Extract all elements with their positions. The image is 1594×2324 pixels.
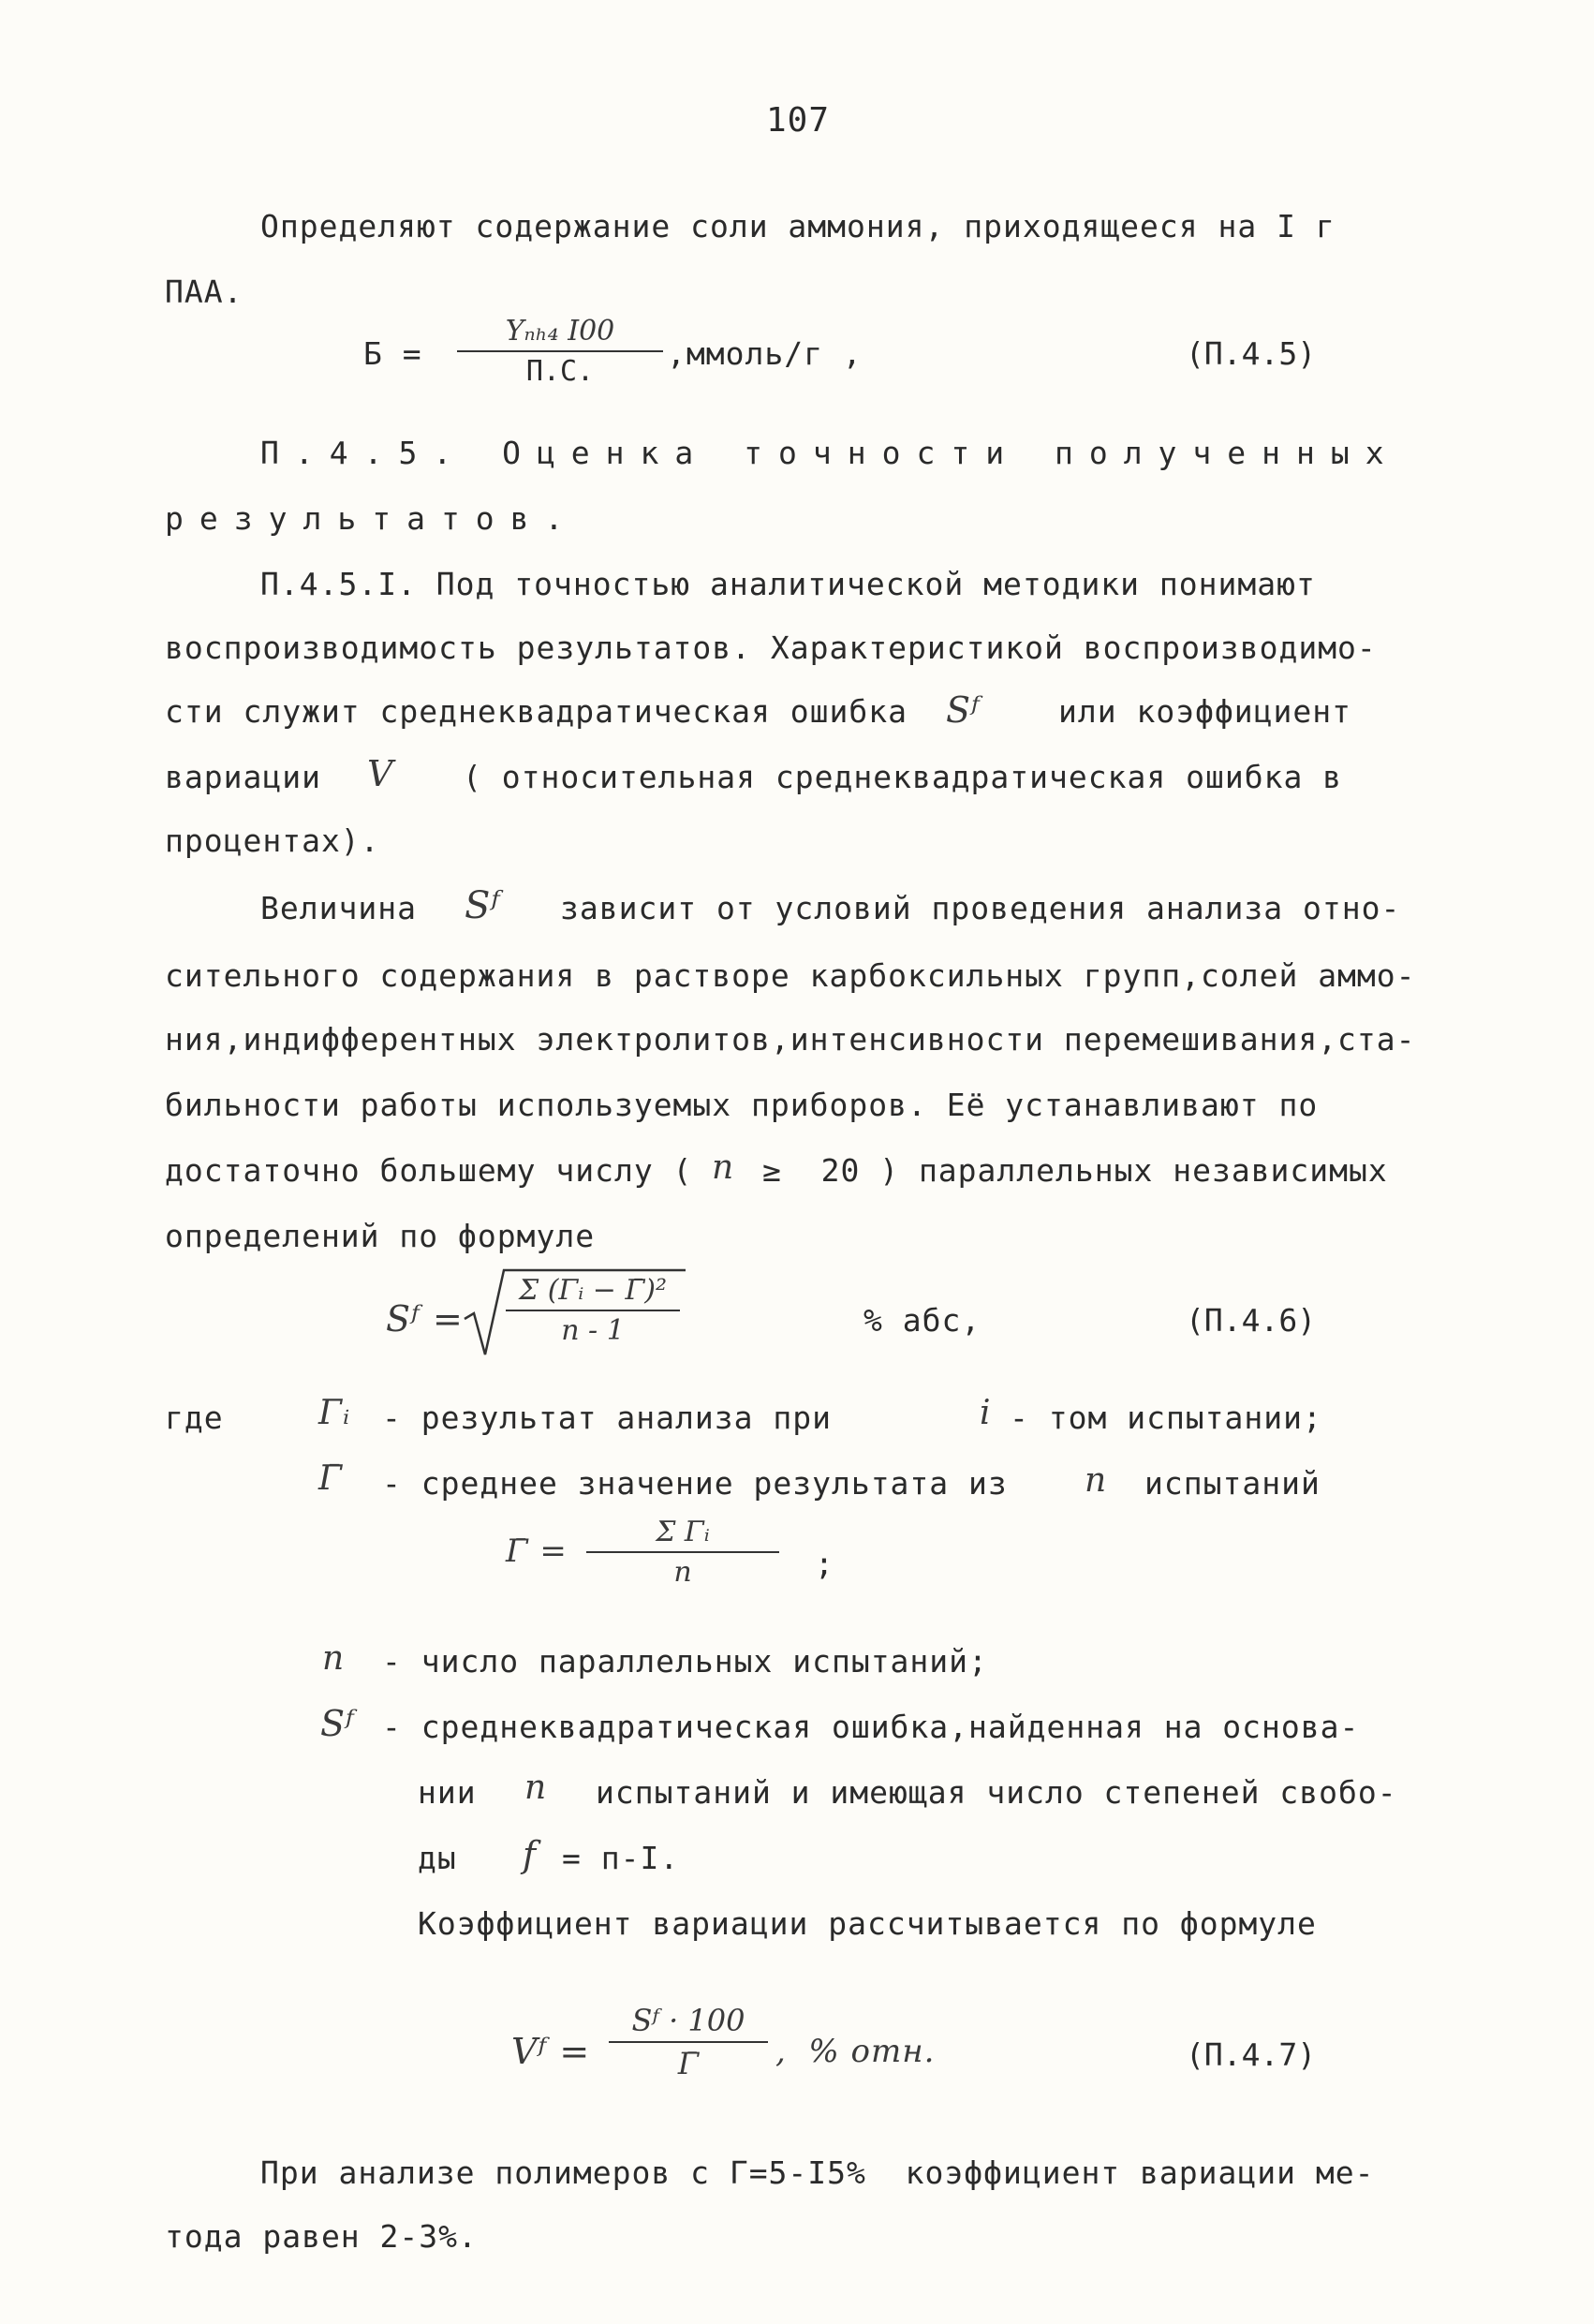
- v-symbol: V: [367, 753, 394, 794]
- fraction-bar: [586, 1551, 779, 1553]
- para2-line-1a: Величина: [260, 890, 417, 926]
- para2-line-3: ния,индифферентных электролитов,интенсивности перемешивания,ста-: [165, 1021, 1416, 1058]
- i-symbol: i: [980, 1394, 992, 1432]
- s-f-symbol-3: Sᶠ: [320, 1703, 355, 1744]
- para1-line-1: П.4.5.I. Под точностью аналитической методики понимают: [260, 566, 1316, 602]
- eq-s-unit: % абс,: [863, 1302, 981, 1339]
- eq-s-numerator: Σ (Γᵢ − Γ̄)²: [518, 1274, 668, 1307]
- r-bar-text-b: испытаний: [1144, 1465, 1321, 1502]
- eq-b-denominator: П.С.: [525, 355, 595, 388]
- para1-line-3: сти служит среднеквадратическая ошибка: [165, 693, 908, 730]
- fraction-bar: [457, 350, 663, 352]
- para2-line-1b: зависит от условий проведения анализа отно-: [560, 890, 1401, 926]
- fraction-bar: [506, 1310, 680, 1311]
- eq-s-denominator: n - 1: [561, 1314, 625, 1347]
- eq-s-label: (П.4.6): [1186, 1302, 1317, 1339]
- f-symbol: f: [523, 1834, 538, 1875]
- r-bar-fraction: [586, 1516, 779, 1589]
- eq-b-label: (П.4.5): [1186, 335, 1317, 372]
- eq-v-fraction: [609, 2003, 768, 2081]
- eq-s-fraction: [506, 1274, 680, 1347]
- where-word: где: [165, 1399, 224, 1436]
- final-line-2: тода равен 2-3%.: [165, 2218, 478, 2255]
- r-bar-formula-lhs: Γ̄ =: [506, 1532, 568, 1570]
- para1-line-5: процентах).: [165, 822, 380, 859]
- para2-line-2: сительного содержания в растворе карбоксильных групп,солей аммо-: [165, 957, 1416, 994]
- n-symbol-4: n: [524, 1769, 548, 1807]
- s-text-3b: = п-I.: [562, 1840, 680, 1876]
- n-symbol-3: n: [322, 1639, 346, 1678]
- eq-b-numerator: Yₙₕ₄ I00: [505, 315, 615, 348]
- fraction-bar: [609, 2041, 768, 2043]
- intro-line-1: Определяют содержание соли аммония, приходящееся на I г: [260, 208, 1336, 244]
- coef-line: Коэффициент вариации рассчитывается по формуле: [418, 1905, 1317, 1942]
- para1-line-4-end: ( относительная среднеквадратическая ошибка в: [463, 759, 1343, 795]
- s-text-2a: нии: [418, 1774, 477, 1811]
- eq-b-fraction: [457, 315, 663, 388]
- page-number: 107: [766, 101, 831, 140]
- section-title-2: результатов.: [165, 500, 580, 537]
- para2-line-5b: ≥ 20 ) параллельных независимых: [762, 1152, 1388, 1189]
- r-bar-symbol: Γ̄: [318, 1459, 343, 1498]
- n-symbol-2: n: [1085, 1461, 1108, 1500]
- r-i-text-a: - результат анализа при: [382, 1399, 832, 1436]
- section-title-1: П.4.5. Оценка точности полученных: [260, 435, 1400, 471]
- eq-b-unit: ,ммоль/г ,: [667, 335, 863, 372]
- para2-line-5a: достаточно большему числу (: [165, 1152, 693, 1189]
- eq-v-label: (П.4.7): [1186, 2036, 1317, 2073]
- eq-v-lhs: Vᶠ =: [511, 2031, 591, 2072]
- final-line-1: При анализе полимеров с Г=5-I5% коэффициент вариации ме-: [260, 2154, 1375, 2191]
- para1-line-4: вариации: [165, 759, 321, 795]
- s-f-symbol-2: Sᶠ: [465, 884, 501, 927]
- eq-v-denominator: Γ̄: [677, 2046, 700, 2081]
- eq-v-numerator: Sᶠ · 100: [631, 2003, 745, 2038]
- s-f-symbol: Sᶠ: [946, 689, 981, 731]
- r-bar-text-a: - среднее значение результата из: [382, 1465, 1008, 1502]
- r-bar-denominator: n: [673, 1556, 692, 1589]
- n-text: - число параллельных испытаний;: [382, 1643, 988, 1680]
- n-symbol: n: [712, 1148, 735, 1187]
- r-i-text-b: - том испытании;: [1010, 1399, 1322, 1436]
- eq-s-lhs: Sᶠ =: [386, 1298, 464, 1340]
- r-bar-formula-end: ;: [815, 1546, 834, 1582]
- para2-line-6: определений по формуле: [165, 1218, 596, 1254]
- para1-line-3-end: или коэффициент: [1058, 693, 1352, 730]
- r-bar-numerator: Σ Γᵢ: [656, 1516, 710, 1548]
- para1-line-2: воспроизводимость результатов. Характеристикой воспроизводимо-: [165, 629, 1377, 666]
- para2-line-4: бильности работы используемых приборов. Её устанавливают по: [165, 1087, 1319, 1123]
- intro-line-2: ПАА.: [165, 274, 244, 310]
- s-text-1: - среднеквадратическая ошибка,найденная на основа-: [382, 1709, 1360, 1745]
- eq-b-lhs: Б =: [363, 335, 422, 372]
- s-text-3a: ды: [418, 1840, 457, 1876]
- eq-v-unit: , % отн.: [775, 2033, 936, 2070]
- s-text-2b: испытаний и имеющая число степеней свобо-: [596, 1774, 1397, 1811]
- r-i-symbol: Γᵢ: [318, 1394, 351, 1432]
